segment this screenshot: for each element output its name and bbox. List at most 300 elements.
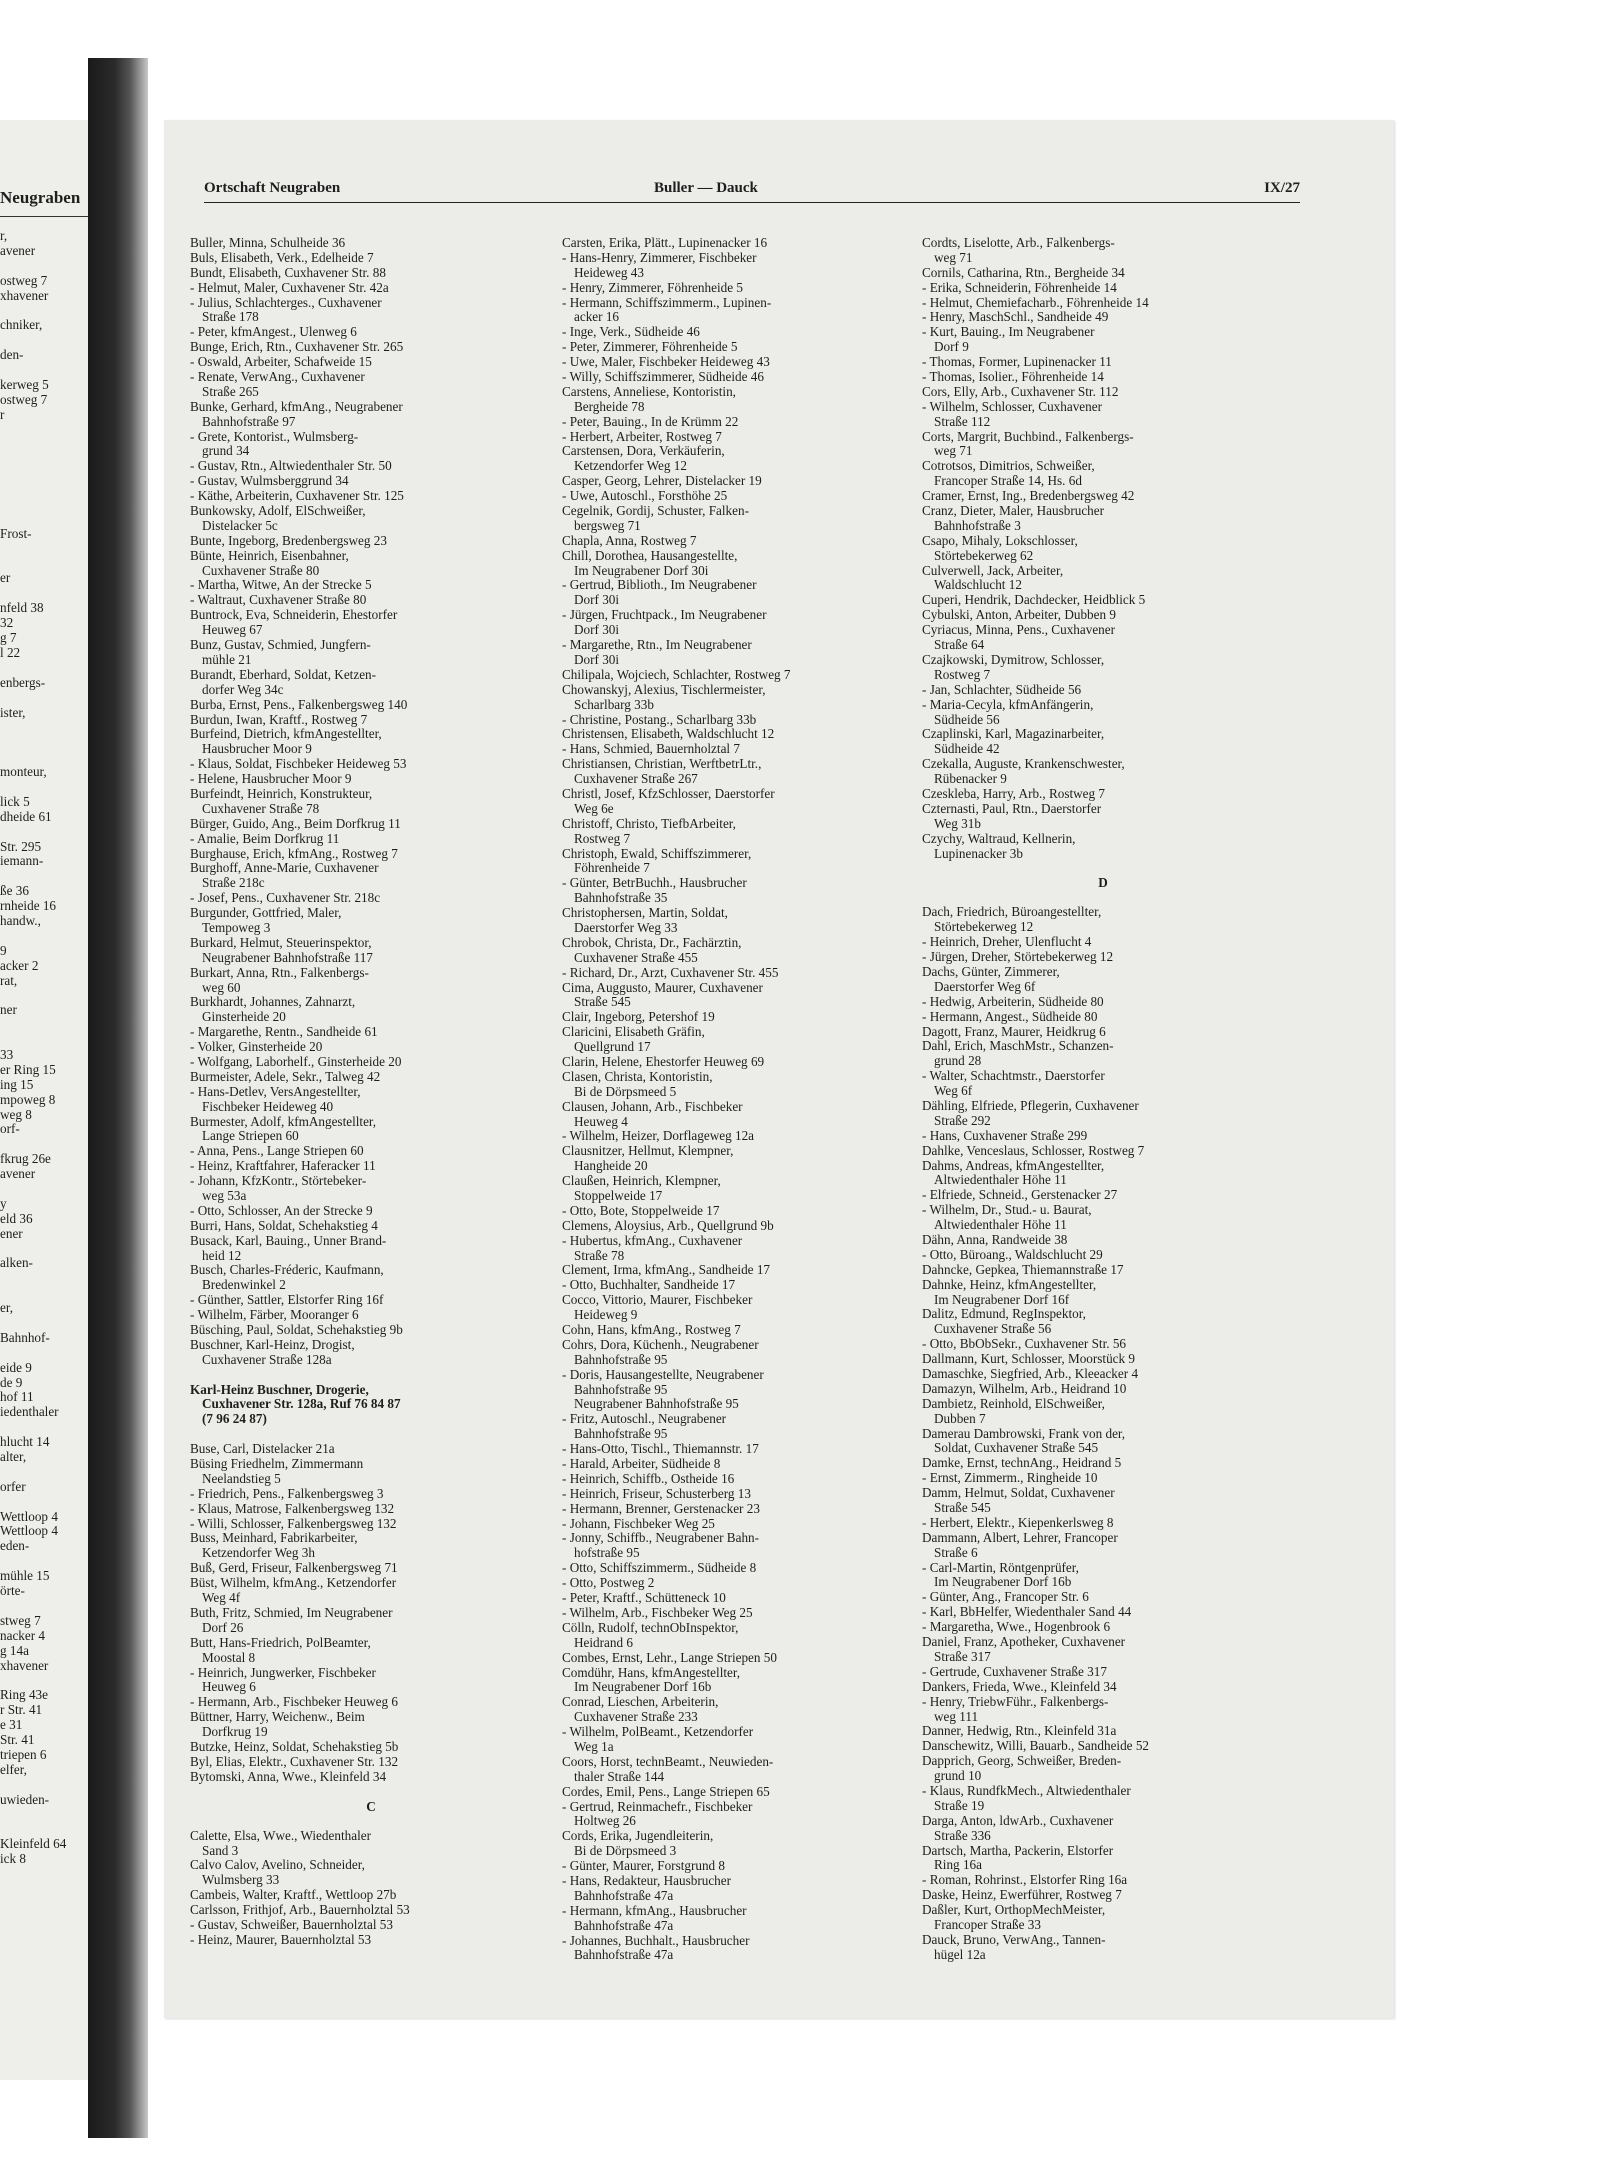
- directory-entry-line: Südheide 42: [934, 741, 1000, 757]
- left-page-fragment: ostweg 7: [0, 272, 48, 288]
- left-page-fragment: acker 2: [0, 957, 39, 973]
- directory-entry-line: Cuxhavener Straße 267: [574, 771, 698, 787]
- directory-entry-line: - Günther, Sattler, Elstorfer Ring 16f: [190, 1292, 384, 1308]
- directory-entry-line: Christophersen, Martin, Soldat,: [562, 905, 728, 921]
- directory-entry-line: Czternasti, Paul, Rtn., Daerstorfer: [922, 800, 1102, 816]
- directory-entry-line: Czekalla, Auguste, Krankenschwester,: [922, 756, 1125, 772]
- directory-entry-line: Coors, Horst, technBeamt., Neuwieden-: [562, 1753, 774, 1769]
- directory-entry-line: - Günter, Ang., Francoper Str. 6: [922, 1589, 1089, 1605]
- directory-entry-line: - Heinrich, Schiffb., Ostheide 16: [562, 1470, 735, 1486]
- directory-entry-line: Straße 178: [202, 309, 259, 325]
- directory-entry-line: Wulmsberg 33: [202, 1872, 280, 1888]
- left-page-fragment: ner: [0, 1002, 17, 1018]
- left-page-fragment: [0, 1032, 66, 1047]
- directory-entry-line: - Uwe, Autoschl., Forsthöhe 25: [562, 488, 728, 504]
- directory-column-1: [190, 236, 552, 1948]
- directory-entry-line: - Günter, BetrBuchh., Hausbrucher: [562, 875, 747, 891]
- left-page-fragment: g 7: [0, 630, 17, 646]
- left-page-fragments: [0, 228, 66, 1866]
- directory-entry-line: - Günter, Maurer, Forstgrund 8: [562, 1858, 726, 1874]
- directory-entry-line: Hausbrucher Moor 9: [202, 741, 312, 757]
- left-page-fragment: mpoweg 8: [0, 1091, 56, 1107]
- directory-entry-line: Chilipala, Wojciech, Schlachter, Rostweg 7: [562, 666, 791, 682]
- directory-entry-line: - Christine, Postang., Scharlbarg 33b: [562, 711, 757, 727]
- directory-entry-line: Dähn, Anna, Randweide 38: [922, 1232, 1068, 1247]
- directory-entry-line: Daerstorfer Weg 33: [574, 919, 678, 935]
- directory-entry-line: mühle 21: [202, 651, 252, 667]
- directory-entry-line: Altwiedenthaler Höhe 11: [934, 1172, 1067, 1188]
- directory-entry-line: Dahlke, Venceslaus, Schlosser, Rostweg 7: [922, 1142, 1145, 1158]
- directory-entry-line: - Hubertus, kfmAng., Cuxhavener: [562, 1232, 743, 1248]
- directory-entry-line: Weg 6e: [574, 800, 614, 816]
- directory-entry-line: - Harald, Arbeiter, Südheide 8: [562, 1456, 721, 1472]
- directory-entry-line: Combes, Ernst, Lehr., Lange Striepen 50: [562, 1649, 777, 1665]
- directory-entry-line: Chrobok, Christa, Dr., Fachärztin,: [562, 934, 742, 950]
- directory-entry-line: Straße 112: [934, 413, 991, 429]
- directory-entry-line: Cuxhavener Straße 78: [202, 800, 320, 816]
- directory-entry-line: - Klaus, Matrose, Falkenbergsweg 132: [190, 1500, 395, 1516]
- directory-entry-line: - Peter, Zimmerer, Föhrenheide 5: [562, 339, 738, 355]
- advertisement-line: Cuxhavener Str. 128a, Ruf 76 84 87: [202, 1396, 401, 1412]
- directory-entry-line: Straße 218c: [202, 875, 265, 891]
- directory-entry-line: Casper, Georg, Lehrer, Distelacker 19: [562, 473, 762, 489]
- directory-entry-line: Heideweg 9: [574, 1307, 638, 1323]
- directory-entry-line: - Otto, Schlosser, An der Strecke 9: [190, 1202, 373, 1218]
- spacer: [190, 1368, 552, 1383]
- directory-entry-line: Bahnhofstraße 97: [202, 413, 296, 429]
- header-page-number: IX/27: [1264, 180, 1300, 196]
- directory-entry-line: Heuweg 6: [202, 1679, 256, 1695]
- directory-entry-line: Dapprich, Georg, Schweißer, Breden-: [922, 1753, 1122, 1769]
- directory-entry-line: Burkart, Anna, Rtn., Falkenbergs-: [190, 964, 369, 980]
- left-page-fragment: Frost-: [0, 525, 32, 541]
- directory-entry-line: Cordts, Liselotte, Arb., Falkenbergs-: [922, 235, 1115, 250]
- left-page-fragment: [0, 1494, 66, 1509]
- left-page-fragment: r,: [0, 228, 8, 243]
- directory-entry-line: Burandt, Eberhard, Soldat, Ketzen-: [190, 666, 377, 682]
- directory-entry-line: Bahnhofstraße 95: [574, 1351, 668, 1367]
- directory-entry-line: - Hermann, Schiffszimmerm., Lupinen-: [562, 294, 772, 310]
- directory-entry-line: - Klaus, RundfkMech., Altwiedenthaler: [922, 1782, 1131, 1798]
- left-page-fragment: [0, 1315, 66, 1330]
- directory-entry-line: - Jürgen, Dreher, Störtebekerweg 12: [922, 949, 1114, 965]
- directory-entry-line: Bunte, Ingeborg, Bredenbergsweg 23: [190, 532, 387, 548]
- directory-entry-line: Bunkowsky, Adolf, ElSchweißer,: [190, 503, 366, 519]
- directory-entry-line: weg 111: [934, 1708, 979, 1724]
- directory-entry-line: Büst, Wilhelm, kfmAng., Ketzendorfer: [190, 1575, 397, 1591]
- directory-entry-line: Cordes, Emil, Pens., Lange Striepen 65: [562, 1783, 770, 1799]
- directory-entry-line: Claußen, Heinrich, Klempner,: [562, 1173, 721, 1189]
- directory-entry-line: Weg 6f: [934, 1083, 973, 1099]
- left-page-fragment: elfer,: [0, 1761, 27, 1777]
- directory-entry-line: Ketzendorfer Weg 12: [574, 458, 687, 474]
- directory-entry-line: Comdühr, Hans, kfmAngestellter,: [562, 1664, 741, 1680]
- section-letter: D: [1098, 875, 1108, 891]
- directory-entry-line: Chill, Dorothea, Hausangestellte,: [562, 547, 738, 563]
- directory-entry-line: Francoper Straße 33: [934, 1916, 1041, 1932]
- left-page-fragment: [0, 1598, 66, 1613]
- left-page-fragment: [0, 1241, 66, 1256]
- left-page-fragment: [0, 585, 66, 600]
- directory-entry-line: - Oswald, Arbeiter, Schafweide 15: [190, 354, 372, 370]
- directory-entry-line: Burgunder, Gottfried, Maler,: [190, 905, 342, 921]
- left-page-fragment: alter,: [0, 1449, 27, 1465]
- directory-entry-line: Clausnitzer, Hellmut, Klempner,: [562, 1143, 734, 1159]
- directory-entry-line: Bahnhofstraße 47a: [574, 1947, 674, 1963]
- left-page-fragment: [0, 719, 66, 734]
- directory-entry-line: hügel 12a: [934, 1946, 986, 1962]
- directory-entry-line: Dammann, Albert, Lehrer, Francoper: [922, 1529, 1118, 1545]
- left-page-fragment: avener: [0, 242, 36, 258]
- directory-entry-line: - Jürgen, Fruchtpack., Im Neugrabener: [562, 607, 767, 623]
- directory-entry-line: - Amalie, Beim Dorfkrug 11: [190, 830, 340, 846]
- left-page-fragment: uwieden-: [0, 1791, 50, 1807]
- left-page-fragment: iemann-: [0, 853, 44, 869]
- directory-entry-line: Büsing Friedhelm, Zimmermann: [190, 1456, 364, 1472]
- directory-entry-line: Heuweg 4: [574, 1113, 628, 1129]
- directory-entry-line: Bergheide 78: [574, 398, 645, 414]
- directory-entry-line: Im Neugrabener Dorf 16b: [934, 1574, 1072, 1590]
- directory-entry-line: - Johann, Fischbeker Weg 25: [562, 1515, 715, 1531]
- directory-entry-line: Dähling, Elfriede, Pflegerin, Cuxhavener: [922, 1097, 1139, 1113]
- left-page-fragment: g 14a: [0, 1642, 29, 1658]
- left-page: [0, 120, 88, 2080]
- directory-entry-line: Burba, Ernst, Pens., Falkenbergsweg 140: [190, 696, 408, 712]
- directory-entry-line: - Hermann, Brenner, Gerstenacker 23: [562, 1500, 760, 1516]
- directory-entry-line: - Uwe, Maler, Fischbeker Heideweg 43: [562, 354, 770, 370]
- left-page-fragment: r Str. 41: [0, 1702, 43, 1718]
- directory-entry-line: Scharlbarg 33b: [574, 696, 654, 712]
- directory-entry-line: Damaschke, Siegfried, Arb., Kleeacker 4: [922, 1366, 1139, 1382]
- directory-entry-line: Büsching, Paul, Soldat, Schehakstieg 9b: [190, 1322, 403, 1338]
- directory-entry-line: - Heinrich, Friseur, Schusterberg 13: [562, 1485, 751, 1501]
- directory-entry-line: Büttner, Harry, Weichenw., Beim: [190, 1709, 365, 1725]
- directory-entry-line: Stoppelweide 17: [574, 1188, 663, 1203]
- directory-entry-line: Bürger, Guido, Ang., Beim Dorfkrug 11: [190, 815, 401, 831]
- directory-entry-line: - Peter, Kraftf., Schütteneck 10: [562, 1590, 726, 1606]
- left-page-fragment: Str. 295: [0, 838, 42, 854]
- directory-entry-line: Cuxhavener Straße 233: [574, 1709, 698, 1725]
- left-page-fragment: Ring 43e: [0, 1687, 48, 1703]
- directory-entry-line: - Otto, Buchhalter, Sandheide 17: [562, 1277, 736, 1293]
- directory-entry-line: Daßler, Kurt, OrthopMechMeister,: [922, 1902, 1106, 1918]
- directory-entry-line: - Heinz, Maurer, Bauernholztal 53: [190, 1931, 372, 1947]
- directory-entry-line: Clausen, Johann, Arb., Fischbeker: [562, 1098, 743, 1114]
- directory-entry-line: Francoper Straße 14, Hs. 6d: [934, 473, 1082, 489]
- directory-entry-line: Claricini, Elisabeth Gräfin,: [562, 1024, 705, 1040]
- directory-entry-line: Tempoweg 3: [202, 919, 271, 935]
- directory-entry-line: Danner, Hedwig, Rtn., Kleinfeld 31a: [922, 1723, 1117, 1739]
- directory-entry-line: - Hermann, Arb., Fischbeker Heuweg 6: [190, 1694, 399, 1710]
- left-page-fragment: [0, 481, 66, 496]
- directory-entry-line: thaler Straße 144: [574, 1768, 665, 1784]
- left-page-fragment: nacker 4: [0, 1627, 46, 1643]
- left-page-fragment: [0, 779, 66, 794]
- left-page-fragment: örte-: [0, 1583, 25, 1599]
- left-page-fragment: triepen 6: [0, 1746, 47, 1762]
- directory-entry-line: - Waltraut, Cuxhavener Straße 80: [190, 592, 367, 608]
- directory-entry-line: Damazyn, Wilhelm, Arb., Heidrand 10: [922, 1380, 1127, 1396]
- directory-entry-line: - Otto, Büroang., Waldschlucht 29: [922, 1246, 1103, 1262]
- left-page-fragment: [0, 258, 66, 273]
- left-page-fragment: de 9: [0, 1374, 23, 1390]
- directory-entry-line: Dalitz, Edmund, RegInspektor,: [922, 1306, 1086, 1322]
- directory-entry-line: Lupinenacker 3b: [934, 845, 1023, 861]
- directory-entry-line: Busch, Charles-Fréderic, Kaufmann,: [190, 1262, 384, 1278]
- directory-entry-line: - Gustav, Wulmsberggrund 34: [190, 473, 349, 489]
- directory-entry-line: Cohn, Hans, kfmAng., Rostweg 7: [562, 1322, 741, 1338]
- left-page-fragment: [0, 1270, 66, 1285]
- directory-entry-line: - Friedrich, Pens., Falkenbergsweg 3: [190, 1485, 384, 1501]
- directory-entry-line: - Willi, Schlosser, Falkenbergsweg 132: [190, 1515, 397, 1531]
- directory-entry-line: Cegelnik, Gordij, Schuster, Falken-: [562, 503, 749, 519]
- directory-entry-line: Im Neugrabener Dorf 16b: [574, 1679, 712, 1695]
- directory-entry-line: Cors, Elly, Arb., Cuxhavener Str. 112: [922, 383, 1119, 399]
- directory-entry-line: Bahnhofstraße 95: [574, 1426, 668, 1442]
- directory-entry-line: - Heinrich, Jungwerker, Fischbeker: [190, 1664, 376, 1680]
- book-spine: [88, 58, 148, 2138]
- directory-entry-line: Straße 6: [934, 1544, 978, 1560]
- directory-entry-line: Weg 1a: [574, 1738, 614, 1754]
- directory-entry-line: Neugrabener Bahnhofstraße 95: [574, 1396, 739, 1412]
- directory-entry-line: grund 28: [934, 1053, 982, 1069]
- directory-entry-line: Dankers, Frieda, Wwe., Kleinfeld 34: [922, 1678, 1117, 1694]
- directory-entry-line: - Hermann, kfmAng., Hausbrucher: [562, 1902, 747, 1918]
- directory-entry-line: - Hans, Schmied, Bauernholztal 7: [562, 741, 740, 757]
- directory-entry-line: Cornils, Catharina, Rtn., Bergheide 34: [922, 264, 1125, 280]
- directory-entry-line: Butzke, Heinz, Soldat, Schehakstieg 5b: [190, 1738, 399, 1754]
- left-page-fragment: ener: [0, 1225, 23, 1241]
- directory-entry-line: Im Neugrabener Dorf 30i: [574, 562, 709, 578]
- directory-entry-line: Dachs, Günter, Zimmerer,: [922, 963, 1060, 979]
- left-page-fragment: [0, 436, 66, 451]
- directory-entry-line: Cima, Auggusto, Maurer, Cuxhavener: [562, 979, 763, 995]
- left-page-fragment: [0, 1345, 66, 1360]
- directory-entry-line: Weg 31b: [934, 815, 981, 831]
- left-page-fragment: monteur,: [0, 764, 47, 780]
- directory-entry-line: - Karl, BbHelfer, Wiedenthaler Sand 44: [922, 1604, 1132, 1620]
- directory-entry-line: Bahnhofstraße 47a: [574, 1917, 674, 1933]
- directory-entry-line: grund 34: [202, 443, 250, 459]
- directory-entry-line: Straße 265: [202, 383, 259, 399]
- left-page-fragment: [0, 541, 66, 556]
- directory-entry-line: - Herbert, Elektr., Kiepenkerlsweg 8: [922, 1514, 1114, 1530]
- directory-entry-line: Damke, Ernst, technAng., Heidrand 5: [922, 1455, 1122, 1471]
- directory-entry-line: Daske, Heinz, Ewerführer, Rostweg 7: [922, 1887, 1122, 1903]
- left-page-fragment: [0, 1777, 66, 1792]
- directory-entry-line: grund 10: [934, 1768, 982, 1784]
- directory-entry-line: Buls, Elisabeth, Verk., Edelheide 7: [190, 249, 374, 265]
- directory-entry-line: Südheide 56: [934, 711, 1000, 727]
- directory-entry-line: Moostal 8: [202, 1649, 256, 1665]
- directory-entry-line: Carsten, Erika, Plätt., Lupinenacker 16: [562, 235, 768, 250]
- directory-entry-line: Cyriacus, Minna, Pens., Cuxhavener: [922, 622, 1116, 638]
- directory-entry-line: Calvo Calov, Avelino, Schneider,: [190, 1857, 365, 1873]
- directory-entry-line: - Hans, Cuxhavener Straße 299: [922, 1127, 1088, 1143]
- left-page-fragment: [0, 332, 66, 347]
- directory-entry-line: - Richard, Dr., Arzt, Cuxhavener Str. 455: [562, 964, 779, 980]
- directory-entry-line: Buß, Gerd, Friseur, Falkenbergsweg 71: [190, 1560, 398, 1576]
- directory-entry-line: Christl, Josef, KfzSchlosser, Daerstorfer: [562, 785, 775, 801]
- directory-entry-line: acker 16: [574, 309, 620, 325]
- directory-entry-line: - Käthe, Arbeiterin, Cuxhavener Str. 125: [190, 488, 404, 504]
- left-page-fragment: hlucht 14: [0, 1434, 50, 1450]
- directory-entry-line: Christiansen, Christian, WerftbetrLtr.,: [562, 756, 762, 772]
- directory-entry-line: Straße 64: [934, 637, 985, 653]
- directory-entry-line: - Henry, TriebwFühr., Falkenbergs-: [922, 1693, 1109, 1709]
- left-page-fragment: enbergs-: [0, 674, 46, 690]
- directory-entry-line: Straße 545: [574, 994, 631, 1010]
- directory-entry-line: Dach, Friedrich, Büroangestellter,: [922, 904, 1102, 920]
- directory-entry-line: Calette, Elsa, Wwe., Wiedenthaler: [190, 1827, 371, 1843]
- directory-entry-line: - Otto, Bote, Stoppelweide 17: [562, 1202, 720, 1218]
- directory-entry-line: - Wilhelm, Dr., Stud.- u. Baurat,: [922, 1202, 1092, 1218]
- left-page-fragment: [0, 868, 66, 883]
- directory-entry-line: Weg 4f: [202, 1590, 241, 1606]
- directory-entry-line: Buss, Meinhard, Fabrikarbeiter,: [190, 1530, 358, 1546]
- left-page-fragment: er Ring 15: [0, 1061, 56, 1077]
- directory-entry-line: Burfeindt, Heinrich, Konstrukteur,: [190, 785, 373, 801]
- directory-entry-line: Byl, Elias, Elektr., Cuxhavener Str. 132: [190, 1753, 399, 1769]
- directory-entry-line: Altwiedenthaler Höhe 11: [934, 1217, 1067, 1233]
- directory-entry-line: Cambeis, Walter, Kraftf., Wettloop 27b: [190, 1887, 397, 1903]
- directory-entry-line: weg 71: [934, 443, 973, 459]
- directory-entry-line: Burmeister, Adele, Sekr., Talweg 42: [190, 1068, 381, 1084]
- directory-entry-line: Clasen, Christa, Kontoristin,: [562, 1068, 713, 1084]
- directory-entry-line: Bahnhofstraße 47a: [574, 1887, 674, 1903]
- directory-entry-line: Burdun, Iwan, Kraftf., Rostweg 7: [190, 711, 368, 727]
- directory-entry-line: Butt, Hans-Friedrich, PolBeamter,: [190, 1634, 371, 1650]
- left-page-fragment: [0, 824, 66, 839]
- directory-entry-line: Straße 336: [934, 1827, 991, 1843]
- directory-entry-line: Dallmann, Kurt, Schlosser, Moorstück 9: [922, 1351, 1136, 1367]
- left-page-fragment: [0, 1806, 66, 1821]
- directory-entry-line: Waldschlucht 12: [934, 577, 1022, 593]
- directory-entry-line: Ketzendorfer Weg 3h: [202, 1545, 315, 1561]
- directory-entry-line: Burri, Hans, Soldat, Schehakstieg 4: [190, 1217, 378, 1233]
- directory-entry-line: Heuweg 67: [202, 622, 263, 638]
- left-page-fragment: e 31: [0, 1717, 23, 1733]
- directory-entry-line: - Margarethe, Rentn., Sandheide 61: [190, 1024, 378, 1040]
- directory-entry-line: Christensen, Elisabeth, Waldschlucht 12: [562, 726, 775, 742]
- directory-entry-line: - Anna, Pens., Lange Striepen 60: [190, 1143, 364, 1159]
- left-page-fragment: den-: [0, 347, 24, 363]
- directory-entry-line: Czajkowski, Dymitrow, Schlosser,: [922, 651, 1105, 667]
- directory-entry-line: Damerau Dambrowski, Frank von der,: [922, 1425, 1126, 1441]
- left-page-fragment: [0, 928, 66, 943]
- directory-entry-line: - Inge, Verk., Südheide 46: [562, 324, 700, 340]
- left-page-fragment: xhavener: [0, 1657, 49, 1673]
- directory-entry-line: - Jan, Schlachter, Südheide 56: [922, 681, 1082, 697]
- directory-entry-line: Burkard, Helmut, Steuerinspektor,: [190, 934, 372, 950]
- left-page-fragment: orf-: [0, 1121, 20, 1137]
- directory-entry-line: - Walter, Schachtmstr., Daerstorfer: [922, 1068, 1105, 1084]
- directory-entry-line: Bahnhofstraße 95: [574, 1381, 668, 1397]
- left-page-fragment: [0, 1017, 66, 1032]
- directory-entry-line: Carlsson, Frithjof, Arb., Bauernholztal 53: [190, 1902, 410, 1918]
- directory-entry-line: Straße 19: [934, 1797, 985, 1813]
- left-page-fragment: y: [0, 1195, 7, 1211]
- left-page-fragment: l 22: [0, 644, 21, 660]
- directory-entry-line: Bahnhofstraße 35: [574, 890, 668, 906]
- directory-entry-line: - Jonny, Schiffb., Neugrabener Bahn-: [562, 1530, 760, 1546]
- page-header: [204, 180, 1300, 200]
- directory-entry-line: - Helmut, Chemiefacharb., Föhrenheide 14: [922, 294, 1149, 310]
- directory-column-3: [922, 236, 1284, 1963]
- header-locality: Ortschaft Neugraben: [204, 180, 341, 196]
- left-page-fragment: chniker,: [0, 317, 43, 333]
- directory-entry-line: Straße 78: [574, 1247, 625, 1263]
- directory-entry-line: Cords, Erika, Jugendleiterin,: [562, 1828, 714, 1844]
- directory-entry-line: Heideweg 43: [574, 264, 644, 280]
- directory-entry-line: Damm, Helmut, Soldat, Cuxhavener: [922, 1485, 1115, 1501]
- directory-entry-line: Cölln, Rudolf, technObInspektor,: [562, 1619, 739, 1635]
- directory-entry-line: - Elfriede, Schneid., Gerstenacker 27: [922, 1187, 1118, 1203]
- directory-entry-line: - Grete, Kontorist., Wulmsberg-: [190, 428, 359, 444]
- directory-entry-line: Dahncke, Gepkea, Thiemannstraße 17: [922, 1261, 1124, 1277]
- left-page-fragment: [0, 556, 66, 571]
- directory-entry-line: Störtebekerweg 62: [934, 547, 1034, 563]
- directory-entry-line: Fischbeker Heideweg 40: [202, 1098, 334, 1114]
- directory-entry-line: - Wilhelm, Heizer, Dorflageweg 12a: [562, 1128, 755, 1144]
- left-page-fragment: ick 8: [0, 1851, 27, 1867]
- directory-entry-line: - Hans, Redakteur, Hausbrucher: [562, 1872, 732, 1888]
- left-page-fragment: handw.,: [0, 912, 41, 928]
- directory-entry-line: Czaplinski, Karl, Magazinarbeiter,: [922, 726, 1105, 742]
- directory-entry-line: Bi de Dörpsmeed 3: [574, 1843, 677, 1859]
- directory-entry-line: Bunke, Gerhard, kfmAng., Neugrabener: [190, 398, 403, 414]
- left-page-rule: [0, 216, 88, 217]
- directory-entry-line: Dagott, Franz, Maurer, Heidkrug 6: [922, 1023, 1106, 1039]
- directory-entry-line: - Gustav, Schweißer, Bauernholztal 53: [190, 1916, 393, 1932]
- left-page-fragment: r: [0, 406, 5, 422]
- directory-entry-line: Dorf 26: [202, 1619, 244, 1635]
- directory-entry-line: Dauck, Bruno, VerwAng., Tannen-: [922, 1931, 1106, 1947]
- directory-entry-line: Burghause, Erich, kfmAng., Rostweg 7: [190, 845, 398, 861]
- directory-entry-line: Buntrock, Eva, Schneiderin, Ehestorfer: [190, 607, 398, 623]
- directory-entry-line: Straße 545: [934, 1500, 991, 1516]
- left-page-fragment: mühle 15: [0, 1568, 50, 1584]
- directory-entry-line: Bredenwinkel 2: [202, 1277, 286, 1293]
- directory-entry-line: Störtebekerweg 12: [934, 919, 1034, 935]
- directory-entry-line: Bytomski, Anna, Wwe., Kleinfeld 34: [190, 1768, 387, 1784]
- directory-entry-line: weg 53a: [202, 1188, 247, 1203]
- directory-entry-line: Buth, Fritz, Schmied, Im Neugrabener: [190, 1604, 393, 1620]
- left-page-fragment: er: [0, 570, 11, 586]
- directory-entry-line: Dorf 30i: [574, 592, 620, 608]
- directory-entry-line: Dorf 30i: [574, 651, 620, 667]
- directory-entry-line: - Julius, Schlachterges., Cuxhavener: [190, 294, 382, 310]
- left-page-fragment: [0, 1821, 66, 1836]
- directory-entry-line: Burkhardt, Johannes, Zahnarzt,: [190, 994, 356, 1010]
- directory-entry-line: - Helene, Hausbrucher Moor 9: [190, 771, 352, 787]
- directory-entry-line: Neelandstieg 5: [202, 1470, 281, 1486]
- left-page-fragment: 33: [0, 1046, 14, 1062]
- left-page-fragment: [0, 1136, 66, 1151]
- directory-entry-line: Chapla, Anna, Rostweg 7: [562, 532, 697, 548]
- directory-entry-line: Buller, Minna, Schulheide 36: [190, 235, 346, 250]
- directory-entry-line: - Ernst, Zimmerm., Ringheide 10: [922, 1470, 1098, 1486]
- left-page-fragment: [0, 1181, 66, 1196]
- directory-entry-line: Ring 16a: [934, 1857, 982, 1873]
- left-page-fragment: Str. 41: [0, 1731, 35, 1747]
- directory-entry-line: - Fritz, Autoschl., Neugrabener: [562, 1411, 727, 1427]
- spacer: [190, 1427, 552, 1442]
- directory-entry-line: - Herbert, Arbeiter, Rostweg 7: [562, 428, 722, 444]
- directory-entry-line: - Gertrud, Biblioth., Im Neugrabener: [562, 577, 757, 593]
- directory-entry-line: Cuperi, Hendrik, Dachdecker, Heidblick 5: [922, 592, 1146, 608]
- directory-entry-line: Clair, Ingeborg, Petershof 19: [562, 1009, 715, 1025]
